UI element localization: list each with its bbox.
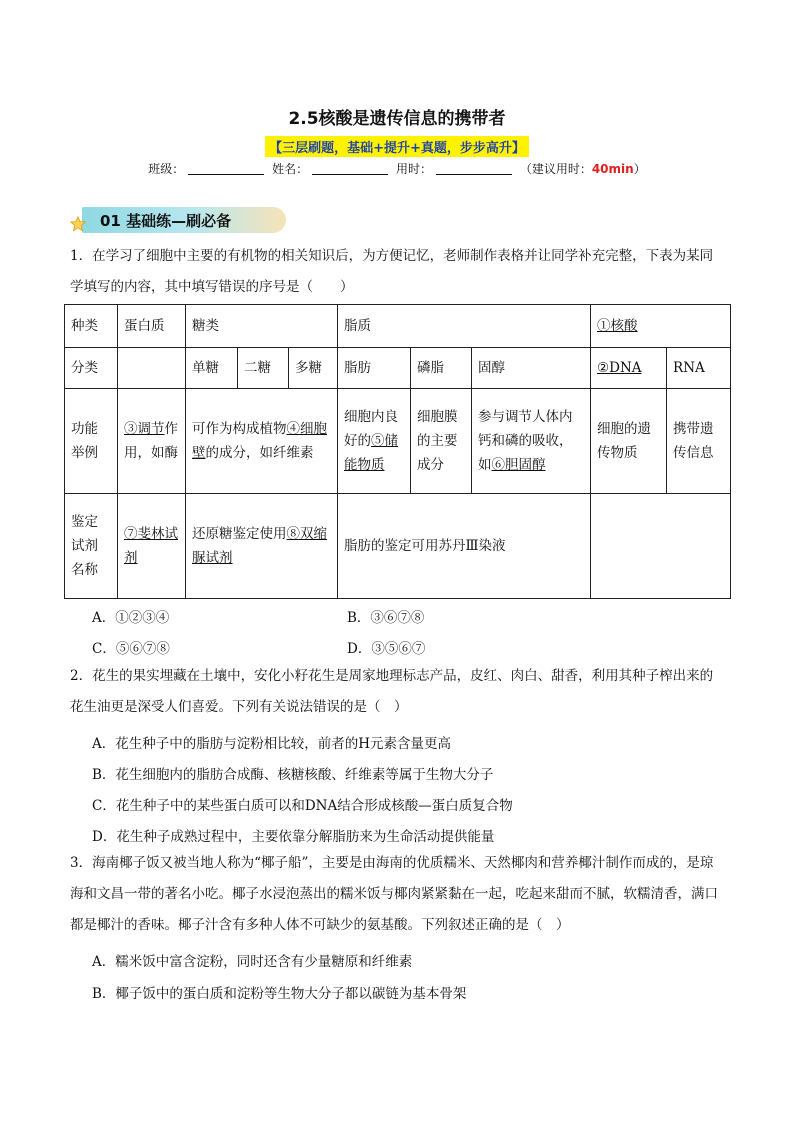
q1-option-d[interactable]: D．③⑤⑥⑦ bbox=[347, 641, 426, 657]
table-cell: 鉴定试剂名称 bbox=[65, 494, 118, 599]
table-cell bbox=[591, 494, 731, 599]
question-3-stem: 3．海南椰子饭又被当地人称为“椰子船”，主要是由海南的优质糯米、天然椰肉和营养椰汁制作而成的，是琼海和文昌一带的著名小吃。椰子水浸泡蒸出的糯米饭与椰肉紧紧黏在一起，吃起来甜而不腻，软糯清香，满口都是椰汁的香味。椰子汁含有多种人体不可缺少的氨基酸。下列叙述正确的是（ ） bbox=[70, 855, 718, 933]
cell-text: 作用，如酶 bbox=[124, 421, 178, 461]
cell-text: 参与调节人体内钙和磷的吸收，如 bbox=[478, 409, 573, 473]
table-cell: ①核酸 bbox=[591, 305, 731, 348]
table-cell: 单糖 bbox=[186, 348, 238, 389]
q2-option-c[interactable]: C．花生种子中的某些蛋白质可以和DNA结合形成核酸—蛋白质复合物 bbox=[92, 798, 513, 814]
name-blank[interactable] bbox=[312, 162, 388, 175]
table-cell bbox=[118, 348, 186, 389]
question-1-table bbox=[64, 304, 731, 599]
time-label: 用时： bbox=[395, 162, 432, 176]
table-cell: 分类 bbox=[65, 348, 118, 389]
class-blank[interactable] bbox=[188, 162, 264, 175]
table-cell: 多糖 bbox=[289, 348, 338, 389]
table-cell: 固醇 bbox=[472, 348, 591, 389]
table-cell bbox=[186, 494, 338, 599]
cell-text: 细胞内良好的 bbox=[344, 409, 399, 449]
q1-option-b[interactable]: B．③⑥⑦⑧ bbox=[347, 610, 425, 626]
suggest-time: 40min bbox=[591, 162, 634, 176]
name-label: 姓名： bbox=[272, 162, 309, 176]
cell-text: 的成分，如纤维素 bbox=[205, 445, 314, 461]
table-cell bbox=[186, 389, 338, 494]
cell-text: 还原糖鉴定使用 bbox=[192, 526, 287, 542]
table-cell: 磷脂 bbox=[411, 348, 472, 389]
subtitle-wrap bbox=[0, 136, 794, 157]
table-cell: 蛋白质 bbox=[118, 305, 186, 348]
table-row bbox=[65, 305, 731, 348]
table-cell: 二糖 bbox=[238, 348, 289, 389]
table-cell: 脂肪 bbox=[338, 348, 411, 389]
page-title: 2.5核酸是遗传信息的携带者 bbox=[288, 109, 506, 129]
table-row bbox=[65, 389, 731, 494]
numbered-answer: ⑤储能物质 bbox=[344, 433, 399, 473]
q3-option-b[interactable]: B．椰子饭中的蛋白质和淀粉等生物大分子都以碳链为基本骨架 bbox=[92, 986, 467, 1002]
cell-text: 可作为构成植物 bbox=[192, 421, 287, 437]
table-cell: 脂肪的鉴定可用苏丹Ⅲ染液 bbox=[338, 494, 591, 599]
q1-option-a[interactable]: A．①②③④ bbox=[92, 610, 170, 626]
section-banner bbox=[68, 204, 288, 234]
q2-option-b[interactable]: B．花生细胞内的脂肪合成酶、核糖核酸、纤维素等属于生物大分子 bbox=[92, 767, 494, 783]
table-cell: RNA bbox=[667, 348, 731, 389]
numbered-answer: ④细胞壁 bbox=[192, 421, 327, 461]
suggest-prefix: （建议用时： bbox=[519, 162, 592, 176]
table-cell: 功能举例 bbox=[65, 389, 118, 494]
table-row bbox=[65, 494, 731, 599]
table-cell: ⑦斐林试剂 bbox=[118, 494, 186, 599]
table-cell: 细胞的遗传物质 bbox=[591, 389, 667, 494]
table-cell: 糖类 bbox=[186, 305, 338, 348]
table-cell: 种类 bbox=[65, 305, 118, 348]
q2-option-a[interactable]: A．花生种子中的脂肪与淀粉相比较，前者的H元素含量更高 bbox=[92, 736, 452, 752]
table-cell bbox=[338, 389, 411, 494]
numbered-answer: ⑧双缩脲试剂 bbox=[192, 526, 327, 566]
table-cell: ②DNA bbox=[591, 348, 667, 389]
section-label: 01 基础练—刷必备 bbox=[100, 212, 232, 230]
table-cell: 细胞膜的主要成分 bbox=[411, 389, 472, 494]
table-row bbox=[65, 348, 731, 389]
numbered-answer: ③调节 bbox=[124, 421, 165, 437]
star-icon bbox=[70, 216, 86, 232]
table-cell bbox=[472, 389, 591, 494]
student-info-line bbox=[0, 160, 794, 177]
q3-option-a[interactable]: A．糯米饭中富含淀粉，同时还含有少量糖原和纤维素 bbox=[92, 954, 413, 970]
q1-option-c[interactable]: C．⑤⑥⑦⑧ bbox=[92, 641, 170, 657]
subtitle-banner: 【三层刷题，基础+提升+真题，步步高升】 bbox=[265, 136, 529, 157]
question-2-stem: 2．花生的果实埋藏在土壤中，安化小籽花生是周家地理标志产品，皮红、肉白、甜香，利用其种子榨出来的花生油更是深受人们喜爱。下列有关说法错误的是（ ） bbox=[70, 668, 714, 715]
suggest-suffix: ） bbox=[633, 162, 646, 176]
q2-option-d[interactable]: D．花生种子成熟过程中，主要依靠分解脂肪来为生命活动提供能量 bbox=[92, 829, 495, 845]
table-cell: 携带遗传信息 bbox=[667, 389, 731, 494]
numbered-answer: ⑥胆固醇 bbox=[491, 457, 546, 473]
question-1-stem: 1．在学习了细胞中主要的有机物的相关知识后，为方便记忆，老师制作表格并让同学补充完整，下表为某同学填写的内容，其中填写错误的序号是（ ） bbox=[70, 248, 714, 295]
table-cell bbox=[118, 389, 186, 494]
time-blank[interactable] bbox=[436, 162, 512, 175]
table-cell: 脂质 bbox=[338, 305, 591, 348]
class-label: 班级： bbox=[148, 162, 185, 176]
